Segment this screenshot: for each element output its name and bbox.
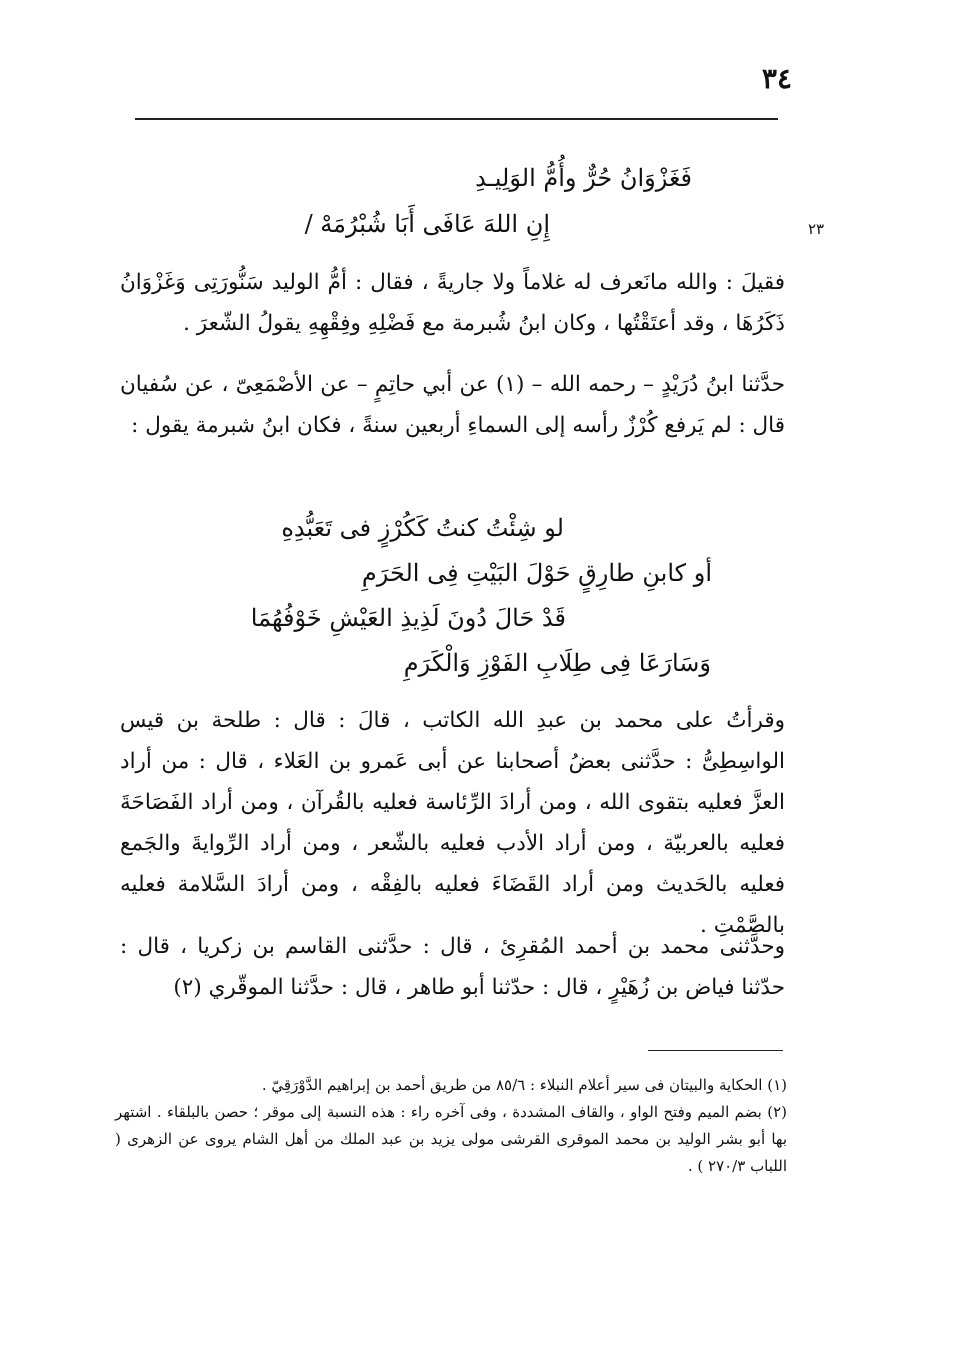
paragraph: حدَّثنا ابنُ دُرَيْدٍ – رحمه الله – (١) عن أبي حاتِمٍ – عن الأصْمَعِىّ ، عن سُفيان قال : لم يَرفع كُرْزٌ رأسه إلى السماءِ أربعين سنةً ، فكان ابنُ شبرمة يقول : xyxy=(120,372,785,438)
verse-line: قَدْ حَالَ دُونَ لَذِيذِ العَيْشِ خَوْفُهُمَا xyxy=(250,604,566,632)
header-rule xyxy=(135,118,778,120)
paragraph: وحدَّثنى محمد بن أحمد المُقرِئ ، قال : حدَّثنى القاسم بن زكريا ، قال : حدّثنا فياض بن زُهَيْرٍ ، قال : حدّثنا أبو طاهر ، قال : حدَّثنا الموقّري (٢) xyxy=(120,934,785,1000)
paragraph: وقرأتُ على محمد بن عبدِ الله الكاتب ، قالَ : قال : طلحة بن قيس الواسِطِىُّ : حدَّثنى بعضُ أصحابنا عن أبى عَمرو بن العَلاء ، قال : من أراد العزَّ فعليه بتقوى الله ، ومن أرادَ الرِّئاسة فعليه بالقُرآن ، ومن أراد الفَصَاحَةَ فعليه بالعربيّة ، ومن أراد الأدب فعليه بالشّعر ، ومن أراد الرِّوايةَ والجَمع فعليه بالحَديث ومن أراد القَضَاءَ فعليه بالفِقْه ، ومن أرادَ السَّلامة فعليه بالصَّمْتِ . xyxy=(120,708,785,938)
verse-line: وَسَارَعَا فِى طِلَابِ الفَوْزِ وَالْكَرَمِ xyxy=(403,649,711,677)
paragraph: فقيلَ : والله مانَعرف له غلاماً ولا جاريةً ، فقال : أمُّ الوليد سَنُّورَتِى وَغَزْوَانُ ذَكَرُهَا ، وقد أعتَقْتُها ، وكان ابنُ شُبرمة مع فَضْلِهِ وفِقْهِهِ يقولُ الشّعرَ . xyxy=(120,270,785,336)
verse-line: لو شِئْتُ كنتُ كَكُرْزٍ فى تَعَبُّدِهِ xyxy=(281,514,564,542)
footnotes xyxy=(115,1072,787,1180)
footnote-rule xyxy=(648,1050,783,1051)
footnote: (٢) بضم الميم وفتح الواو ، والقاف المشددة ، وفى آخره راء : هذه النسبة إلى موقر ؛ حصن بالبلقاء . اشتهر بها أبو بشر الوليد بن محمد الموقرى القرشى مولى يزيد بن عبد الملك من أهل الشام يروى عن الزهرى ( اللباب ٢٧٠/٣ ) . xyxy=(115,1103,787,1175)
margin-line-number: ٢٣ xyxy=(808,220,825,238)
footnote: (١) الحكاية والبيتان فى سير أعلام النبلاء : ٨٥/٦ من طريق أحمد بن إبراهيم الدَّوْرَقِيّ . xyxy=(261,1076,787,1094)
verse-line: أو كابنِ طارِقٍ حَوْلَ البَيْتِ فِى الحَرَمِ xyxy=(361,559,712,587)
verse-line: فَغَزْوَانُ حُرٌّ وأُمُّ الوَلِيـدِ xyxy=(475,164,692,192)
page-number: ٣٤ xyxy=(761,62,792,95)
verse-line: إِنِ اللهَ عَافَى أَبَا شُبْرُمَهْ / xyxy=(304,210,550,238)
